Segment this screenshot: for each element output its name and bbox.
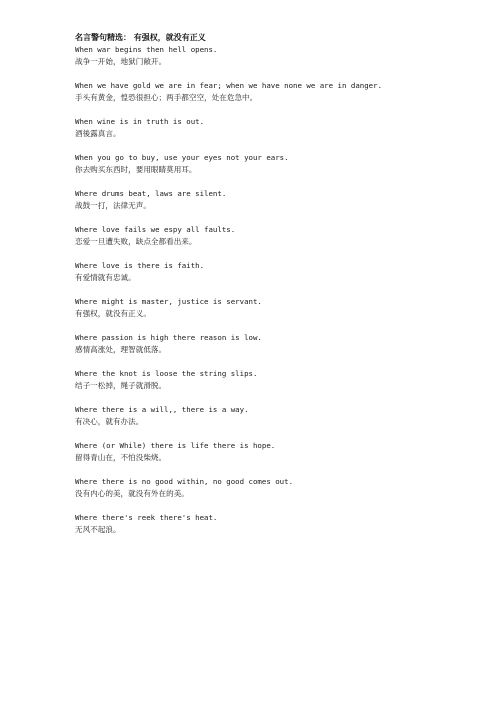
proverb-entry	[75, 440, 475, 463]
proverb-english: When wine is in truth is out.	[75, 117, 205, 126]
proverb-entry	[75, 44, 475, 67]
proverb-english: Where might is master, justice is servant.	[75, 297, 262, 306]
proverb-english: Where there is a will,, there is a way.	[75, 405, 249, 414]
proverb-chinese: 留得青山在，不怕没柴烧。	[75, 452, 167, 462]
document-page	[75, 32, 475, 548]
proverb-entry	[75, 116, 475, 139]
proverb-chinese: 结子一松掉，绳子就滑脱。	[75, 380, 167, 390]
proverb-entry	[75, 512, 475, 535]
proverb-entry	[75, 152, 475, 175]
proverb-entry	[75, 260, 475, 283]
proverb-chinese: 没有内心的美，就没有外在的美。	[75, 488, 189, 498]
proverb-english: When you go to buy, use your eyes not your ears.	[75, 153, 289, 162]
proverb-list	[75, 44, 475, 535]
proverb-chinese: 手头有黄金，惶恐很担心；两手都空空，处在危急中。	[75, 92, 258, 102]
proverb-chinese: 你去购买东西时，要用眼睛莫用耳。	[75, 164, 197, 174]
proverb-english: Where there's reek there's heat.	[75, 513, 218, 522]
proverb-entry	[75, 188, 475, 211]
proverb-english: When we have gold we are in fear; when we have none we are in danger.	[75, 81, 383, 90]
proverb-entry	[75, 224, 475, 247]
proverb-english: Where passion is high there reason is low.	[75, 333, 262, 342]
proverb-chinese: 有决心，就有办法。	[75, 416, 144, 426]
proverb-english: Where there is no good within, no good comes out.	[75, 477, 294, 486]
proverb-entry	[75, 296, 475, 319]
proverb-chinese: 战争一开始，地狱门敞开。	[75, 56, 167, 66]
proverb-english: Where love fails we espy all faults.	[75, 225, 236, 234]
proverb-chinese: 有强权，就没有正义。	[75, 308, 151, 318]
proverb-chinese: 感情高涨处，理智就低落。	[75, 344, 167, 354]
proverb-chinese: 恋爱一旦遭失败，缺点全都看出来。	[75, 236, 197, 246]
document-title: 名言警句精选： 有强权，就没有正义	[75, 33, 206, 42]
proverb-chinese: 无风不起浪。	[75, 524, 121, 534]
proverb-english: Where the knot is loose the string slips.	[75, 369, 258, 378]
proverb-chinese: 酒後露真言。	[75, 128, 121, 138]
proverb-english: When war begins then hell opens.	[75, 45, 218, 54]
proverb-chinese: 有爱情就有忠诚。	[75, 272, 136, 282]
proverb-entry	[75, 404, 475, 427]
proverb-entry	[75, 368, 475, 391]
proverb-entry	[75, 476, 475, 499]
proverb-english: Where (or While) there is life there is hope.	[75, 441, 276, 450]
proverb-entry	[75, 332, 475, 355]
proverb-entry	[75, 80, 475, 103]
proverb-chinese: 战鼓一打，法律无声。	[75, 200, 151, 210]
proverb-english: Where love is there is faith.	[75, 261, 205, 270]
proverb-english: Where drums beat, laws are silent.	[75, 189, 227, 198]
